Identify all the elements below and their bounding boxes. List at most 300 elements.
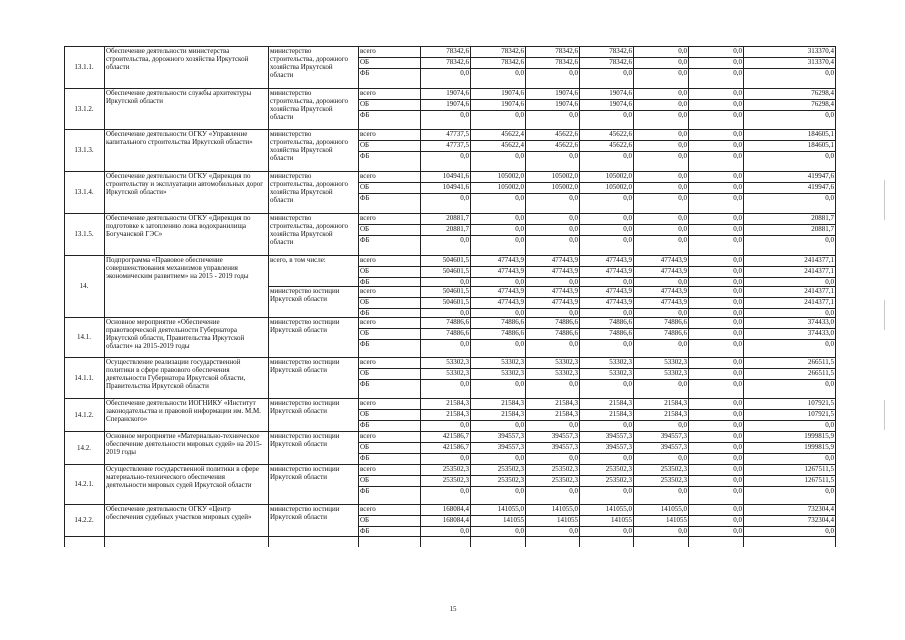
amount-cell: 141055,0 xyxy=(660,505,687,513)
amount-cell: 53302,3 xyxy=(555,358,578,366)
row-responsible: министерство юстиции Иркутской области xyxy=(270,358,340,374)
scan-edge xyxy=(884,300,885,330)
amount-cell: 253502,3 xyxy=(660,476,687,484)
amount-cell: 21584,3 xyxy=(664,399,687,407)
amount-cell: 45622,6 xyxy=(609,141,632,149)
amount-cell: 0,0 xyxy=(733,172,742,180)
amount-cell: 504601,5 xyxy=(442,256,469,264)
amount-cell: 0,0 xyxy=(515,111,524,119)
row-responsible: министерство юстиции Иркутской области xyxy=(270,318,340,334)
amount-cell: 0,0 xyxy=(678,487,687,495)
funding-source: ОБ xyxy=(360,476,370,484)
amount-cell: 477443,9 xyxy=(551,256,578,264)
amount-cell: 105002,0 xyxy=(551,183,578,191)
funding-source: всего xyxy=(360,287,376,295)
amount-cell: 141055 xyxy=(666,516,687,524)
amount-cell: 1267511,5 xyxy=(804,476,834,484)
amount-cell: 53302,3 xyxy=(446,358,469,366)
amount-cell: 74886,6 xyxy=(555,329,578,337)
amount-cell: 19074,6 xyxy=(555,89,578,97)
funding-source: всего xyxy=(360,47,376,55)
amount-cell: 19074,6 xyxy=(501,100,524,108)
amount-cell: 74886,6 xyxy=(609,329,632,337)
amount-cell: 0,0 xyxy=(515,309,524,317)
amount-cell: 0,0 xyxy=(569,421,578,429)
row-responsible: министерство строительства, дорожного хозяйства Иркутской области xyxy=(270,89,349,121)
amount-cell: 21584,3 xyxy=(609,399,632,407)
row-name: Обеспечение деятельности службы архитектуры Иркутской области xyxy=(106,89,252,105)
amount-cell: 0,0 xyxy=(569,278,578,286)
amount-cell: 0,0 xyxy=(515,152,524,160)
amount-cell: 0,0 xyxy=(569,111,578,119)
row-responsible: министерство юстиции Иркутской области xyxy=(270,465,340,481)
amount-cell: 0,0 xyxy=(460,152,469,160)
amount-cell: 477443,9 xyxy=(660,298,687,306)
amount-cell: 21584,3 xyxy=(501,410,524,418)
amount-cell: 0,0 xyxy=(460,454,469,462)
amount-cell: 76298,4 xyxy=(811,89,834,97)
amount-cell: 19074,6 xyxy=(446,89,469,97)
amount-cell: 53302,3 xyxy=(609,369,632,377)
row-code: 13.1.5. xyxy=(74,230,94,238)
amount-cell: 74886,6 xyxy=(446,329,469,337)
amount-cell: 168084,4 xyxy=(442,505,469,513)
amount-cell: 0,0 xyxy=(733,152,742,160)
amount-cell: 0,0 xyxy=(678,309,687,317)
funding-source: ФБ xyxy=(360,111,370,119)
amount-cell: 0,0 xyxy=(733,443,742,451)
amount-cell: 45622,4 xyxy=(501,141,524,149)
amount-cell: 0,0 xyxy=(733,318,742,326)
funding-source: ОБ xyxy=(360,58,370,66)
amount-cell: 0,0 xyxy=(825,340,834,348)
amount-cell: 53302,3 xyxy=(501,358,524,366)
amount-cell: 0,0 xyxy=(460,69,469,77)
amount-cell: 0,0 xyxy=(733,476,742,484)
amount-cell: 104941,6 xyxy=(442,183,469,191)
amount-cell: 0,0 xyxy=(569,309,578,317)
row-code: 14.1.1. xyxy=(74,373,94,382)
amount-cell: 394557,3 xyxy=(660,443,687,451)
funding-source: ФБ xyxy=(360,454,370,462)
amount-cell: 45622,4 xyxy=(501,130,524,138)
amount-cell: 0,0 xyxy=(733,505,742,513)
amount-cell: 394557,3 xyxy=(660,432,687,440)
amount-cell: 374433,0 xyxy=(807,318,834,326)
amount-cell: 0,0 xyxy=(733,267,742,275)
amount-cell: 0,0 xyxy=(678,69,687,77)
amount-cell: 0,0 xyxy=(678,58,687,66)
amount-cell: 76298,4 xyxy=(811,100,834,108)
row-name: Обеспечение деятельности министерства строительства, дорожного хозяйства Иркутской области xyxy=(106,47,249,71)
amount-cell: 0,0 xyxy=(460,194,469,202)
amount-cell: 504601,5 xyxy=(442,298,469,306)
amount-cell: 78342,6 xyxy=(609,58,632,66)
amount-cell: 53302,3 xyxy=(664,369,687,377)
amount-cell: 74886,6 xyxy=(501,318,524,326)
amount-cell: 253502,3 xyxy=(442,465,469,473)
amount-cell: 19074,6 xyxy=(555,100,578,108)
amount-cell: 0,0 xyxy=(733,278,742,286)
amount-cell: 0,0 xyxy=(733,454,742,462)
amount-cell: 0,0 xyxy=(678,278,687,286)
funding-source: всего xyxy=(360,256,376,264)
amount-cell: 0,0 xyxy=(515,421,524,429)
amount-cell: 0,0 xyxy=(678,172,687,180)
amount-cell: 21584,3 xyxy=(446,399,469,407)
amount-cell: 477443,9 xyxy=(551,298,578,306)
amount-cell: 0,0 xyxy=(678,527,687,535)
amount-cell: 74886,6 xyxy=(555,318,578,326)
row-code: 14.1. xyxy=(77,333,91,341)
amount-cell: 74886,6 xyxy=(609,318,632,326)
amount-cell: 0,0 xyxy=(678,141,687,149)
amount-cell: 0,0 xyxy=(733,236,742,244)
amount-cell: 184605,1 xyxy=(807,130,834,138)
amount-cell: 477443,9 xyxy=(497,267,524,275)
amount-cell: 45622,6 xyxy=(555,141,578,149)
amount-cell: 0,0 xyxy=(515,454,524,462)
amount-cell: 477443,9 xyxy=(660,267,687,275)
amount-cell: 141055,0 xyxy=(551,505,578,513)
amount-cell: 504601,5 xyxy=(442,287,469,295)
amount-cell: 419947,6 xyxy=(807,183,834,191)
row-responsible: министерство юстиции Иркутской области xyxy=(270,432,340,448)
amount-cell: 0,0 xyxy=(733,309,742,317)
row-name: Осуществление реализации государственной политики в сфере правового обеспечения деятельности Губернатора Иркутской области, Правительства Иркутской области xyxy=(106,358,246,390)
amount-cell: 253502,3 xyxy=(551,476,578,484)
amount-cell: 0,0 xyxy=(569,69,578,77)
amount-cell: 394557,3 xyxy=(497,443,524,451)
row-code: 14.2.2. xyxy=(74,516,94,524)
amount-cell: 78342,6 xyxy=(501,58,524,66)
amount-cell: 0,0 xyxy=(678,214,687,222)
amount-cell: 2414377,1 xyxy=(804,298,834,306)
funding-source: ФБ xyxy=(360,340,370,348)
amount-cell: 0,0 xyxy=(825,194,834,202)
amount-cell: 0,0 xyxy=(825,487,834,495)
funding-source: всего xyxy=(360,399,376,407)
funding-source: ФБ xyxy=(360,236,370,244)
amount-cell: 394557,3 xyxy=(605,443,632,451)
amount-cell: 78342,6 xyxy=(555,58,578,66)
row-code: 13.1.4. xyxy=(74,188,94,196)
amount-cell: 0,0 xyxy=(569,225,578,233)
amount-cell: 266511,5 xyxy=(808,358,834,366)
funding-source: ОБ xyxy=(360,183,370,191)
funding-source: ОБ xyxy=(360,410,370,418)
amount-cell: 0,0 xyxy=(825,152,834,160)
funding-source: ОБ xyxy=(360,100,370,108)
row-name: Основное мероприятие «Обеспечение правотворческой деятельности Губернатора Иркутской области, Правительства Иркутской области» на 2015-2019 годы xyxy=(106,318,245,350)
amount-cell: 0,0 xyxy=(678,130,687,138)
funding-source: всего xyxy=(360,505,376,513)
amount-cell: 74886,6 xyxy=(664,329,687,337)
amount-cell: 0,0 xyxy=(678,111,687,119)
funding-source: ФБ xyxy=(360,278,370,286)
scan-edge xyxy=(884,400,885,430)
amount-cell: 0,0 xyxy=(733,214,742,222)
amount-cell: 53302,3 xyxy=(664,358,687,366)
table-rule xyxy=(64,46,65,547)
amount-cell: 0,0 xyxy=(515,380,524,388)
amount-cell: 0,0 xyxy=(825,454,834,462)
amount-cell: 0,0 xyxy=(678,47,687,55)
amount-cell: 421586,7 xyxy=(442,432,469,440)
amount-cell: 0,0 xyxy=(460,527,469,535)
amount-cell: 477443,9 xyxy=(497,287,524,295)
amount-cell: 0,0 xyxy=(733,487,742,495)
amount-cell: 0,0 xyxy=(678,421,687,429)
row-code: 14.2. xyxy=(77,443,91,452)
funding-source: ФБ xyxy=(360,527,370,535)
amount-cell: 0,0 xyxy=(515,527,524,535)
amount-cell: 0,0 xyxy=(515,236,524,244)
amount-cell: 0,0 xyxy=(678,194,687,202)
amount-cell: 141055,0 xyxy=(497,505,524,513)
amount-cell: 0,0 xyxy=(623,278,632,286)
amount-cell: 0,0 xyxy=(825,309,834,317)
amount-cell: 394557,3 xyxy=(551,443,578,451)
amount-cell: 2414377,1 xyxy=(804,287,834,295)
amount-cell: 0,0 xyxy=(623,152,632,160)
amount-cell: 45622,6 xyxy=(609,130,632,138)
amount-cell: 53302,3 xyxy=(609,358,632,366)
row-name: Обеспечение деятельности ИОГНИКУ «Институт законодательства и правовой информации им. М.М. Сперанского» xyxy=(106,399,261,423)
amount-cell: 253502,3 xyxy=(660,465,687,473)
amount-cell: 253502,3 xyxy=(497,476,524,484)
amount-cell: 105002,0 xyxy=(605,172,632,180)
amount-cell: 105002,0 xyxy=(551,172,578,180)
amount-cell: 21584,3 xyxy=(555,399,578,407)
amount-cell: 0,0 xyxy=(460,421,469,429)
amount-cell: 0,0 xyxy=(515,225,524,233)
amount-cell: 20881,7 xyxy=(446,225,469,233)
amount-cell: 0,0 xyxy=(623,380,632,388)
amount-cell: 78342,6 xyxy=(446,58,469,66)
amount-cell: 394557,3 xyxy=(605,432,632,440)
amount-cell: 141055 xyxy=(503,516,524,524)
amount-cell: 47737,5 xyxy=(446,141,469,149)
amount-cell: 1267511,5 xyxy=(804,465,834,473)
amount-cell: 0,0 xyxy=(733,465,742,473)
row-code: 13.1.1. xyxy=(74,63,94,71)
amount-cell: 0,0 xyxy=(569,340,578,348)
amount-cell: 0,0 xyxy=(825,111,834,119)
amount-cell: 0,0 xyxy=(515,340,524,348)
amount-cell: 0,0 xyxy=(678,89,687,97)
funding-source: всего xyxy=(360,318,376,326)
amount-cell: 20881,7 xyxy=(811,214,834,222)
amount-cell: 0,0 xyxy=(733,89,742,97)
amount-cell: 168084,4 xyxy=(442,516,469,524)
amount-cell: 0,0 xyxy=(460,236,469,244)
row-code: 13.1.2. xyxy=(74,104,94,113)
amount-cell: 0,0 xyxy=(733,58,742,66)
amount-cell: 0,0 xyxy=(733,256,742,264)
row-responsible: всего, в том числе: xyxy=(270,256,326,264)
row-name: Осуществление государственной политики в сфере материально-технического обеспечения деятельности мировых судей Иркутской области xyxy=(106,465,259,489)
funding-source: ФБ xyxy=(360,309,370,317)
amount-cell: 0,0 xyxy=(825,69,834,77)
amount-cell: 0,0 xyxy=(460,380,469,388)
amount-cell: 0,0 xyxy=(623,527,632,535)
amount-cell: 74886,6 xyxy=(664,318,687,326)
row-name: Основное мероприятие «Материально-техническое обеспечение деятельности мировых судей» на 2015-2019 годы xyxy=(106,432,262,456)
amount-cell: 0,0 xyxy=(733,225,742,233)
amount-cell: 0,0 xyxy=(825,421,834,429)
funding-source: ОБ xyxy=(360,329,370,337)
amount-cell: 0,0 xyxy=(569,214,578,222)
amount-cell: 0,0 xyxy=(569,454,578,462)
amount-cell: 0,0 xyxy=(569,152,578,160)
amount-cell: 477443,9 xyxy=(497,256,524,264)
amount-cell: 141055 xyxy=(557,516,578,524)
amount-cell: 394557,3 xyxy=(551,432,578,440)
amount-cell: 20881,7 xyxy=(811,225,834,233)
amount-cell: 0,0 xyxy=(515,487,524,495)
amount-cell: 1999815,9 xyxy=(804,432,834,440)
amount-cell: 0,0 xyxy=(623,236,632,244)
amount-cell: 0,0 xyxy=(733,69,742,77)
amount-cell: 394557,3 xyxy=(497,432,524,440)
amount-cell: 141055 xyxy=(611,516,632,524)
funding-source: всего xyxy=(360,130,376,138)
amount-cell: 0,0 xyxy=(515,69,524,77)
amount-cell: 0,0 xyxy=(623,111,632,119)
amount-cell: 74886,6 xyxy=(501,329,524,337)
row-responsible: министерство строительства, дорожного хозяйства Иркутской области xyxy=(270,214,349,246)
amount-cell: 0,0 xyxy=(569,194,578,202)
amount-cell: 477443,9 xyxy=(605,298,632,306)
amount-cell: 107921,5 xyxy=(807,399,834,407)
amount-cell: 0,0 xyxy=(460,278,469,286)
amount-cell: 0,0 xyxy=(733,100,742,108)
amount-cell: 0,0 xyxy=(733,410,742,418)
row-name: Обеспечение деятельности ОГКУ «Дирекция по подготовке к затоплению ложа водохранилища Богучанской ГЭС» xyxy=(106,214,251,238)
amount-cell: 0,0 xyxy=(733,194,742,202)
amount-cell: 0,0 xyxy=(733,399,742,407)
table-rule xyxy=(64,536,836,537)
funding-source: ОБ xyxy=(360,516,370,524)
amount-cell: 313370,4 xyxy=(807,47,834,55)
amount-cell: 0,0 xyxy=(460,309,469,317)
amount-cell: 0,0 xyxy=(623,69,632,77)
row-name: Обеспечение деятельности ОГКУ «Управление капитального строительства Иркутской области» xyxy=(106,130,253,146)
amount-cell: 0,0 xyxy=(569,236,578,244)
funding-source: ОБ xyxy=(360,141,370,149)
amount-cell: 105002,0 xyxy=(497,172,524,180)
amount-cell: 78342,6 xyxy=(609,47,632,55)
amount-cell: 0,0 xyxy=(623,225,632,233)
amount-cell: 0,0 xyxy=(623,214,632,222)
funding-source: всего xyxy=(360,172,376,180)
amount-cell: 2414377,1 xyxy=(804,256,834,264)
row-name: Обеспечение деятельности ОГКУ «Центр обеспечения судебных участков мировых судей» xyxy=(106,505,252,521)
amount-cell: 19074,6 xyxy=(446,100,469,108)
amount-cell: 0,0 xyxy=(623,487,632,495)
amount-cell: 78342,6 xyxy=(446,47,469,55)
amount-cell: 0,0 xyxy=(460,111,469,119)
amount-cell: 78342,6 xyxy=(501,47,524,55)
amount-cell: 0,0 xyxy=(623,194,632,202)
amount-cell: 0,0 xyxy=(733,369,742,377)
funding-source: ФБ xyxy=(360,69,370,77)
amount-cell: 477443,9 xyxy=(605,287,632,295)
amount-cell: 21584,3 xyxy=(446,410,469,418)
amount-cell: 253502,3 xyxy=(442,476,469,484)
funding-source: ФБ xyxy=(360,380,370,388)
amount-cell: 253502,3 xyxy=(605,465,632,473)
funding-source: всего xyxy=(360,465,376,473)
amount-cell: 0,0 xyxy=(733,380,742,388)
row-name: Подпрограмма «Правовое обеспечение совершенствования механизмов управления экономическим развитием» на 2015 - 2019 годы xyxy=(106,256,249,280)
amount-cell: 0,0 xyxy=(623,454,632,462)
amount-cell: 19074,6 xyxy=(609,100,632,108)
amount-cell: 266511,5 xyxy=(808,369,834,377)
amount-cell: 0,0 xyxy=(678,454,687,462)
funding-source: ФБ xyxy=(360,421,370,429)
row-responsible: министерство строительства, дорожного хозяйства Иркутской области xyxy=(270,47,349,79)
row-code: 14.1.2. xyxy=(74,410,94,419)
amount-cell: 53302,3 xyxy=(446,369,469,377)
amount-cell: 78342,6 xyxy=(555,47,578,55)
amount-cell: 313370,4 xyxy=(807,58,834,66)
amount-cell: 477443,9 xyxy=(605,256,632,264)
amount-cell: 0,0 xyxy=(733,141,742,149)
amount-cell: 74886,6 xyxy=(446,318,469,326)
row-code: 13.1.3. xyxy=(74,146,94,154)
amount-cell: 45622,6 xyxy=(555,130,578,138)
amount-cell: 0,0 xyxy=(678,236,687,244)
row-responsible: министерство строительства, дорожного хозяйства Иркутской области xyxy=(270,172,349,204)
amount-cell: 0,0 xyxy=(733,340,742,348)
amount-cell: 53302,3 xyxy=(501,369,524,377)
amount-cell: 0,0 xyxy=(569,527,578,535)
amount-cell: 0,0 xyxy=(733,183,742,191)
amount-cell: 0,0 xyxy=(515,214,524,222)
amount-cell: 253502,3 xyxy=(497,465,524,473)
funding-source: ОБ xyxy=(360,298,370,306)
amount-cell: 0,0 xyxy=(733,421,742,429)
row-responsible: министерство юстиции Иркутской области xyxy=(270,287,340,303)
amount-cell: 104941,6 xyxy=(442,172,469,180)
amount-cell: 0,0 xyxy=(623,340,632,348)
amount-cell: 421586,7 xyxy=(442,443,469,451)
funding-source: всего xyxy=(360,89,376,97)
scan-edge xyxy=(884,180,885,220)
amount-cell: 0,0 xyxy=(733,329,742,337)
amount-cell: 0,0 xyxy=(825,236,834,244)
amount-cell: 184605,1 xyxy=(807,141,834,149)
amount-cell: 0,0 xyxy=(733,47,742,55)
amount-cell: 0,0 xyxy=(733,111,742,119)
amount-cell: 105002,0 xyxy=(605,183,632,191)
amount-cell: 0,0 xyxy=(515,278,524,286)
row-name: Обеспечение деятельности ОГКУ «Дирекция по строительству и эксплуатации автомобильных дорог Иркутской области» xyxy=(106,172,264,196)
amount-cell: 0,0 xyxy=(678,100,687,108)
amount-cell: 105002,0 xyxy=(497,183,524,191)
amount-cell: 0,0 xyxy=(825,527,834,535)
amount-cell: 0,0 xyxy=(733,298,742,306)
row-code: 14.2.1. xyxy=(74,480,94,488)
amount-cell: 0,0 xyxy=(460,487,469,495)
amount-cell: 20881,7 xyxy=(446,214,469,222)
amount-cell: 0,0 xyxy=(825,380,834,388)
amount-cell: 21584,3 xyxy=(555,410,578,418)
amount-cell: 504601,5 xyxy=(442,267,469,275)
amount-cell: 21584,3 xyxy=(501,399,524,407)
